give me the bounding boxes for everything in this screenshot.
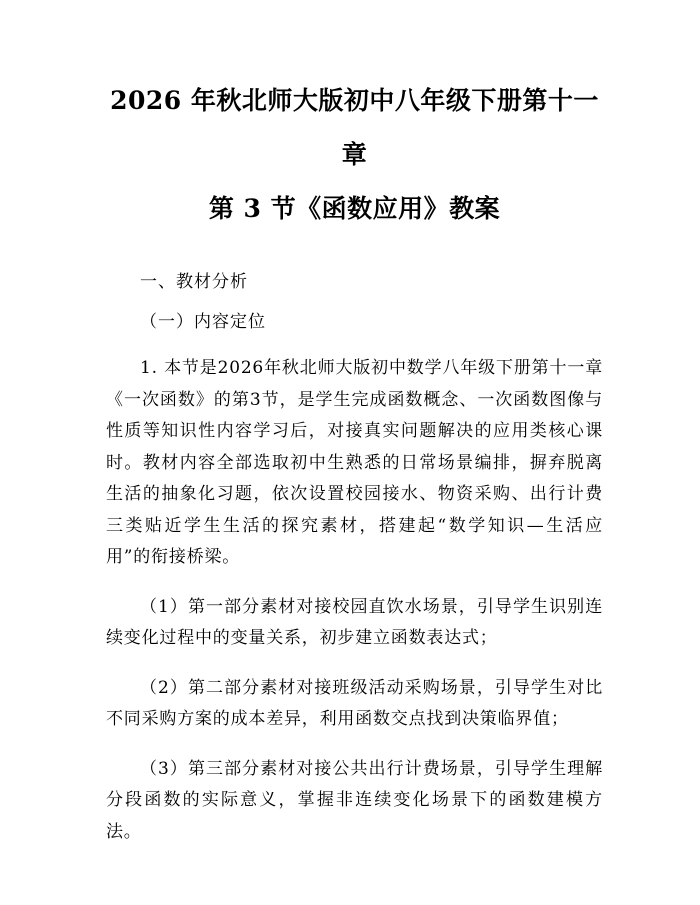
document-title-line-1: 2026 年秋北师大版初中八年级下册第十一章 [110,86,599,169]
section-heading: 一、教材分析 [140,272,248,292]
list-item-3: （3）第三部分素材对接公共出行计费场景，引导学生理解分段函数的实际意义，掌握非连续变化场景下的函数建模方法。 [106,758,603,842]
body-paragraph-1: 1. 本节是2026年秋北师大版初中数学八年级下册第十一章《一次函数》的第3节，是学生完成函数概念、一次函数图像与性质等知识性内容学习后，对接真实问题解决的应用类核心课时。教材内容全部选取初中生熟悉的日常场景编排，摒弃脱离生活的抽象化习题，依次设置校园接水、物资采购、出行计费三类贴近学生生活的探究素材，搭建起“数学知识—生活应用”的衔接桥梁。 [106,358,603,567]
list-item-1: （1）第一部分素材对接校园直饮水场景，引导学生识别连续变化过程中的变量关系，初步建立函数表达式； [106,596,603,648]
document-title-line-2: 第 3 节《函数应用》教案 [208,194,501,223]
list-item-2: （2）第二部分素材对接班级活动采购场景，引导学生对比不同采购方案的成本差异，利用函数交点找到决策临界值； [106,677,603,729]
subsection-heading: （一）内容定位 [140,312,266,332]
